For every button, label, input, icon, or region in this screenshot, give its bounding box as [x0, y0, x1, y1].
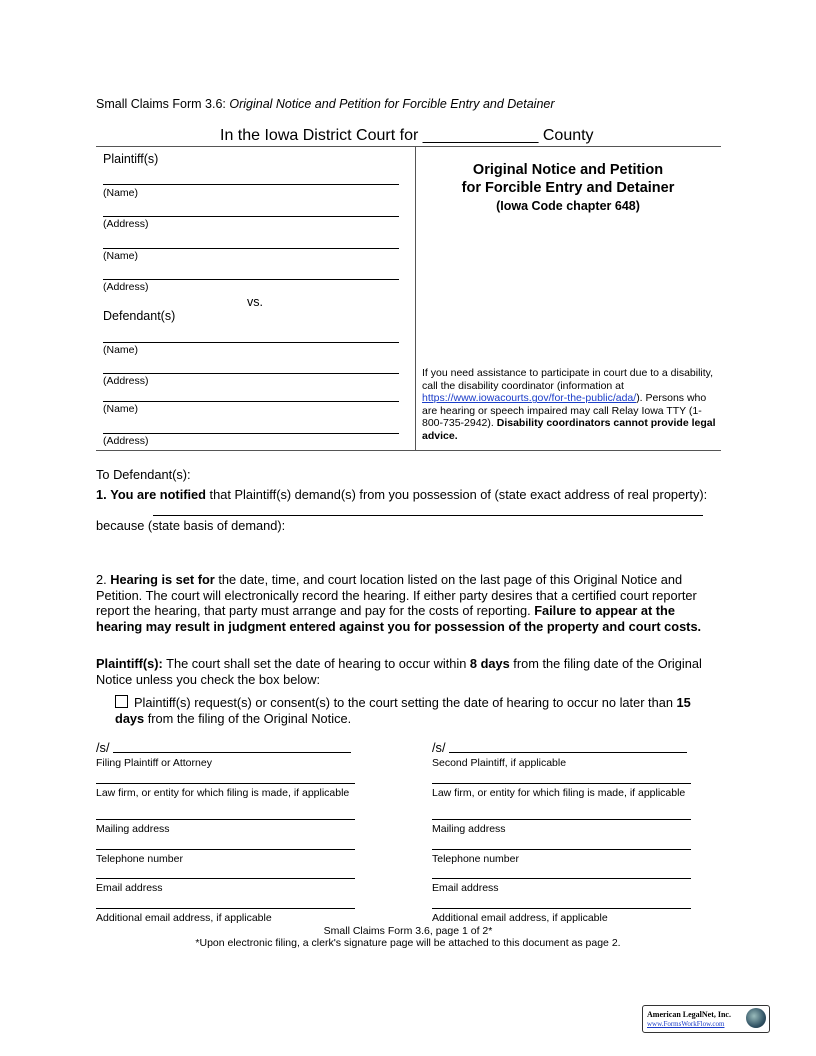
- left-sig-label-3: Mailing address: [96, 823, 170, 835]
- defendant-address-line[interactable]: [103, 373, 399, 374]
- caption-top-rule: [96, 146, 721, 147]
- hearing-consent-text2: from the filing of the Original Notice.: [144, 710, 352, 726]
- left-phone-line[interactable]: [96, 849, 355, 850]
- left-email-line[interactable]: [96, 878, 355, 879]
- plaintiff2-address-label: (Address): [103, 281, 149, 293]
- hearing-consent-days: 15 days: [115, 695, 691, 726]
- hearing-consent: [115, 695, 720, 726]
- section2-bold2: Failure to appear at the hearing may result in judgment entered against you for possession of the property and court costs.: [96, 603, 702, 634]
- section1-body: that Plaintiff(s) demand(s) from you possession of (state exact address of real property):: [206, 487, 708, 502]
- left-sig-label-4: Telephone number: [96, 853, 183, 865]
- page-number: Small Claims Form 3.6, page 1 of 2*: [323, 925, 493, 937]
- left-firm-line[interactable]: [96, 783, 355, 784]
- legalnet-logo[interactable]: [642, 1005, 770, 1033]
- plaintiffs-note: [96, 656, 718, 687]
- left-sig-label-2: Law firm, or entity for which filing is made, if applicable: [96, 787, 350, 799]
- right-sig-label-2: Law firm, or entity for which filing is made, if applicable: [432, 787, 686, 799]
- logo-url: www.FormsWorkFlow.com: [647, 1020, 725, 1028]
- because-label: because (state basis of demand):: [96, 518, 286, 533]
- hearing-consent-text: Plaintiff(s) request(s) or consent(s) to the court setting the date of hearing to occur no later than: [134, 695, 677, 710]
- plaintiff2-address-line[interactable]: [103, 279, 399, 280]
- right-sig-prefix: /s/: [432, 740, 446, 755]
- court-line: In the Iowa District Court for _____________ County: [220, 127, 594, 144]
- defendant-name-line[interactable]: [103, 342, 399, 343]
- plaintiff-address-line[interactable]: [103, 216, 399, 217]
- form-title: [96, 97, 555, 111]
- left-email2-line[interactable]: [96, 908, 355, 909]
- plaintiffs-note-text1: The court shall set the date of hearing to occur within: [162, 656, 470, 671]
- globe-icon: [746, 1008, 766, 1028]
- plaintiff-name-label: (Name): [103, 187, 139, 199]
- ada-notice: [422, 367, 718, 443]
- defendant2-address-label: (Address): [103, 435, 149, 447]
- left-sig-label-6: Additional email address, if applicable: [96, 912, 272, 924]
- hearing-consent-checkbox[interactable]: [115, 695, 128, 708]
- ada-text-2: ). Persons who are hearing or speech impaired may call Relay Iowa TTY (1-800-735-2942).: [422, 392, 707, 430]
- section1-bold: You are notified: [110, 487, 206, 502]
- versus: vs.: [247, 295, 263, 309]
- defendant-address-label: (Address): [103, 375, 149, 387]
- ada-bold: Disability coordinators cannot provide legal advice.: [422, 417, 716, 442]
- ada-text: If you need assistance to participate in court due to a disability, call the disability coordinator (information at: [422, 367, 714, 392]
- plaintiffs-note-days: 8 days: [469, 656, 510, 671]
- caption-title-line1: Original Notice and Petition: [472, 162, 664, 178]
- form-name: Original Notice and Petition for Forcible Entry and Detainer: [229, 97, 555, 111]
- caption-title-line2: for Forcible Entry and Detainer: [461, 180, 675, 196]
- left-sig-prefix: /s/: [96, 740, 110, 755]
- right-email-line[interactable]: [432, 878, 691, 879]
- section2-text: [96, 572, 718, 634]
- plaintiffs-note-text2: from the filing date of the Original Notice unless you check the box below:: [96, 656, 702, 687]
- plaintiff-address-label: (Address): [103, 218, 149, 230]
- plaintiffs-label: Plaintiff(s): [103, 152, 159, 166]
- right-sig-label-3: Mailing address: [432, 823, 506, 835]
- right-address-line[interactable]: [432, 819, 691, 820]
- plaintiffs-note-bold: Plaintiff(s):: [96, 656, 163, 671]
- section2-number: 2.: [96, 572, 107, 587]
- plaintiff-name-line[interactable]: [103, 184, 399, 185]
- right-sig-label-5: Email address: [432, 882, 499, 894]
- section1-text: [96, 487, 716, 503]
- left-sig-label-5: Email address: [96, 882, 163, 894]
- left-sig-label-1: Filing Plaintiff or Attorney: [96, 757, 212, 769]
- defendant2-name-label: (Name): [103, 403, 139, 415]
- section2-bold1: Hearing is set for: [110, 572, 215, 587]
- right-signature-line[interactable]: [449, 752, 687, 753]
- right-sig-label-1: Second Plaintiff, if applicable: [432, 757, 567, 769]
- defendant2-address-line[interactable]: [103, 433, 399, 434]
- section2-body: the date, time, and court location listed on the last page of this Original Notice and Petition. The court will electronically record the hearing. If either party desires that a certified court reporter report the hearing, that party must arrange and pay for the costs of reporting.: [96, 572, 697, 618]
- to-defendants: To Defendant(s):: [96, 467, 191, 482]
- logo-company: American LegalNet, Inc.: [647, 1010, 731, 1019]
- right-email2-line[interactable]: [432, 908, 691, 909]
- caption-bottom-rule: [96, 450, 721, 451]
- defendant-name-label: (Name): [103, 344, 139, 356]
- section1-number: 1.: [96, 487, 107, 502]
- caption-code-ref: (Iowa Code chapter 648): [496, 199, 640, 213]
- footer-note: *Upon electronic filing, a clerk's signature page will be attached to this document as page 2.: [195, 937, 621, 949]
- ada-link[interactable]: https://www.iowacourts.gov/for-the-public/ada/: [422, 392, 637, 405]
- property-address-line[interactable]: [153, 515, 703, 516]
- defendant2-name-line[interactable]: [103, 401, 399, 402]
- plaintiff2-name-label: (Name): [103, 250, 139, 262]
- form-number: Small Claims Form 3.6:: [96, 97, 230, 111]
- caption-divider: [415, 146, 416, 451]
- defendants-label: Defendant(s): [103, 309, 176, 323]
- left-address-line[interactable]: [96, 819, 355, 820]
- plaintiff2-name-line[interactable]: [103, 248, 399, 249]
- right-sig-label-4: Telephone number: [432, 853, 519, 865]
- right-phone-line[interactable]: [432, 849, 691, 850]
- left-signature-line[interactable]: [113, 752, 351, 753]
- right-sig-label-6: Additional email address, if applicable: [432, 912, 608, 924]
- right-firm-line[interactable]: [432, 783, 691, 784]
